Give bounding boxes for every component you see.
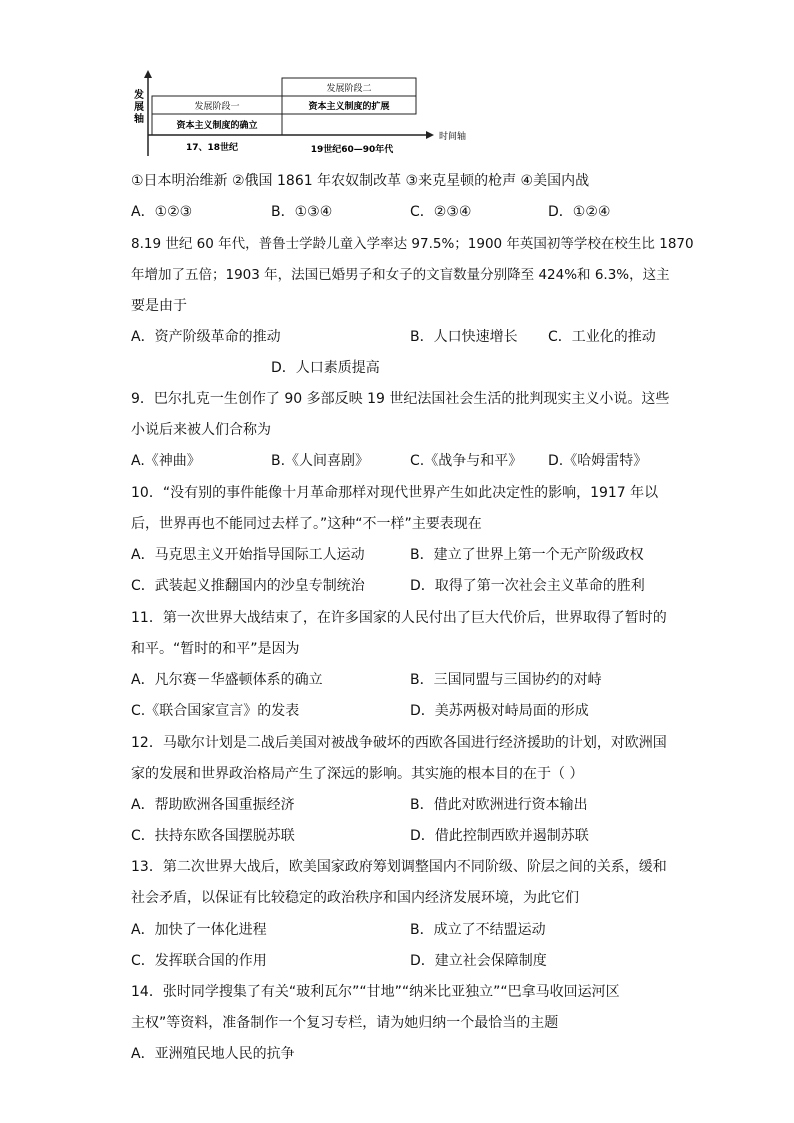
q13-option-a[interactable]: A．加快了一体化进程 xyxy=(131,922,267,938)
y-axis-label-1: 发 xyxy=(134,90,144,101)
q8-line-2: 年增加了五倍；1903 年，法国已婚男子和女子的文盲数量分别降至 424%和 6.3%，这主 xyxy=(131,267,670,283)
q13-option-d[interactable]: D．建立社会保障制度 xyxy=(410,953,547,969)
stage2-content: 资本主义制度的扩展 xyxy=(308,102,390,112)
q12-option-a[interactable]: A．帮助欧洲各国重振经济 xyxy=(131,797,295,813)
q7-option-b[interactable]: B．①③④ xyxy=(271,204,333,220)
q8-line-3: 要是由于 xyxy=(131,298,187,314)
q12-option-b[interactable]: B．借此对欧洲进行资本输出 xyxy=(410,797,588,813)
q14-option-a[interactable]: A．亚洲殖民地人民的抗争 xyxy=(131,1046,295,1062)
q7-option-a[interactable]: A．①②③ xyxy=(131,204,193,220)
q7-option-d[interactable]: D．①②④ xyxy=(548,204,611,220)
q9-option-b[interactable]: B.《人间喜剧》 xyxy=(271,453,370,469)
stage2-title: 发展阶段二 xyxy=(326,84,372,94)
stage1-content: 资本主义制度的确立 xyxy=(176,121,258,131)
q10-line-1: 10．“没有别的事件能像十月革命那样对现代世界产生如此决定性的影响，1917 年以 xyxy=(131,485,659,501)
q10-option-d[interactable]: D．取得了第一次社会主义革命的胜利 xyxy=(410,578,645,594)
y-axis-arrow xyxy=(144,70,152,78)
q10-option-a[interactable]: A．马克思主义开始指导国际工人运动 xyxy=(131,547,365,563)
q10-option-b[interactable]: B．建立了世界上第一个无产阶级政权 xyxy=(410,547,644,563)
q12-option-d[interactable]: D．借此控制西欧并遏制苏联 xyxy=(410,828,589,844)
q8-line-1: 8.19 世纪 60 年代，普鲁士学龄儿童入学率达 97.5%；1900 年英国初等学校在校生比 1870 xyxy=(131,236,694,252)
q11-option-a[interactable]: A．凡尔赛－华盛顿体系的确立 xyxy=(131,672,323,688)
stage1-title: 发展阶段一 xyxy=(194,102,240,112)
x-axis-arrow xyxy=(426,131,434,139)
q11-option-c[interactable]: C.《联合国家宣言》的发表 xyxy=(131,703,300,719)
q13-option-c[interactable]: C．发挥联合国的作用 xyxy=(131,953,267,969)
q8-option-c[interactable]: C．工业化的推动 xyxy=(548,329,656,345)
q9-line-2: 小说后来被人们合称为 xyxy=(131,422,271,438)
q13-option-b[interactable]: B．成立了不结盟运动 xyxy=(410,922,546,938)
y-axis-label-3: 轴 xyxy=(134,114,144,125)
q9-option-a[interactable]: A.《神曲》 xyxy=(131,453,201,469)
q14-line-2: 主权”等资料，准备制作一个复习专栏，请为她归纳一个最恰当的主题 xyxy=(131,1015,559,1031)
q9-line-1: 9．巴尔扎克一生创作了 90 多部反映 19 世纪法国社会生活的批判现实主义小说。这些 xyxy=(131,391,670,407)
q11-line-1: 11．第一次世界大战结束了，在许多国家的人民付出了巨大代价后，世界取得了暂时的 xyxy=(131,610,667,626)
q14-line-1: 14．张时同学搜集了有关“玻利瓦尔”“甘地”“纳米比亚独立”“巴拿马收回运河区 xyxy=(131,984,620,1000)
q10-line-2: 后，世界再也不能同过去样了。”这种“不一样”主要表现在 xyxy=(131,516,482,532)
q12-line-1: 12．马歇尔计划是二战后美国对被战争破坏的西欧各国进行经济援助的计划，对欧洲国 xyxy=(131,735,667,751)
y-axis-label-2: 展 xyxy=(134,102,144,113)
q7-option-c[interactable]: C．②③④ xyxy=(410,204,472,220)
q8-option-d[interactable]: D．人口素质提高 xyxy=(271,360,380,376)
stage2-period: 19世纪60—90年代 xyxy=(310,145,394,155)
q11-line-2: 和平。“暂时的和平”是因为 xyxy=(131,641,300,657)
q9-option-c[interactable]: C.《战争与和平》 xyxy=(410,453,523,469)
development-stage-diagram xyxy=(130,68,475,160)
x-axis-label: 时间轴 xyxy=(439,132,467,142)
stage1-period: 17、18世纪 xyxy=(185,143,239,153)
q13-line-2: 社会矛盾，以保证有比较稳定的政治秩序和国内经济发展环境，为此它们 xyxy=(131,890,579,906)
q12-option-c[interactable]: C．扶持东欧各国摆脱苏联 xyxy=(131,828,295,844)
q10-option-c[interactable]: C．武装起义推翻国内的沙皇专制统治 xyxy=(131,578,365,594)
q8-option-a[interactable]: A．资产阶级革命的推动 xyxy=(131,329,281,345)
q12-line-2: 家的发展和世界政治格局产生了深远的影响。其实施的根本目的在于（ ） xyxy=(131,766,584,782)
q11-option-d[interactable]: D．美苏两极对峙局面的形成 xyxy=(410,703,589,719)
q13-line-1: 13．第二次世界大战后，欧美国家政府筹划调整国内不同阶级、阶层之间的关系，缓和 xyxy=(131,859,667,875)
q8-option-b[interactable]: B．人口快速增长 xyxy=(410,329,518,345)
q9-option-d[interactable]: D.《哈姆雷特》 xyxy=(548,453,648,469)
q7-items: ①日本明治维新 ②俄国 1861 年农奴制改革 ③来克星顿的枪声 ④美国内战 xyxy=(131,173,590,189)
q11-option-b[interactable]: B．三国同盟与三国协约的对峙 xyxy=(410,672,602,688)
